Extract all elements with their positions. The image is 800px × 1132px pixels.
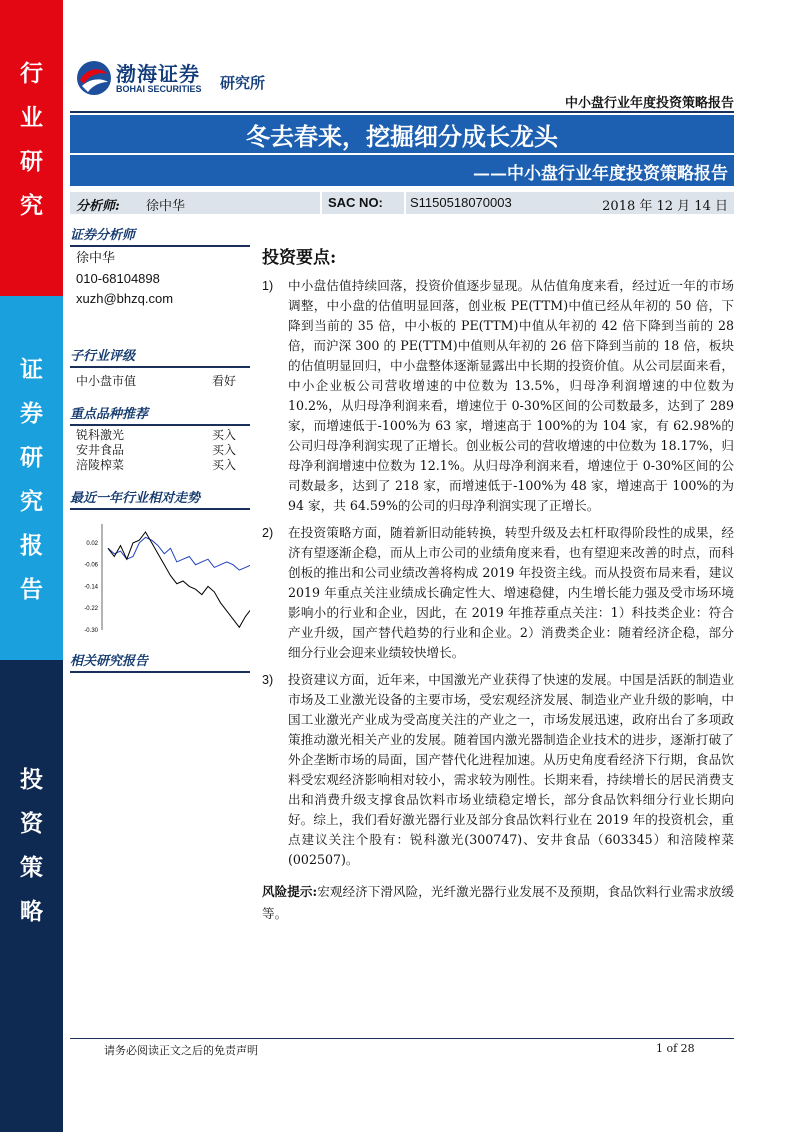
chart-section-heading: 最近一年行业相对走势 [70,487,250,510]
stock-name: 锐科激光 [76,428,125,442]
relative-trend-chart [70,500,250,635]
institute-label: 研究所 [220,74,266,92]
sidebar-char: 究 [20,488,43,515]
chart-y-tick-label: -0.22 [84,606,98,613]
analyst-contact-name: 徐中华 [76,251,116,266]
sidebar-industry-research [0,0,63,296]
title-band [70,115,734,153]
meta-separator [404,192,406,214]
logo-chinese: 渤海证券 [116,62,200,86]
main-content [262,243,734,877]
stocks-section-heading: 重点品种推荐 [70,403,250,426]
stock-rating: 买入 [211,428,236,442]
sidebar-char: 证 [20,356,43,383]
key-point [262,523,734,663]
sidebar-char: 研 [20,148,43,175]
sidebar-char: 行 [20,60,43,87]
point-number: 1) [262,279,274,293]
analyst-label: 分析师: [76,199,120,214]
sac-number: S1150518070003 [410,195,512,210]
sidebar-securities-report [0,296,63,660]
chart-y-tick-label: 0.02 [86,540,98,547]
sidebar-char: 投 [20,766,43,793]
point-number: 2) [262,526,274,540]
footer-divider [70,1038,734,1039]
sac-label: SAC NO: [328,195,383,210]
sidebar-char: 券 [20,400,43,427]
chart-y-tick-label: -0.30 [84,628,98,634]
subtitle-band [70,155,734,186]
analyst-phone: 010-68104898 [76,271,160,286]
point-text: 投资建议方面，近年来，中国激光产业获得了快速的发展。中国是活跃的制造业市场及工业激光设备的主要市场，受宏观经济发展、制造业产业升级的影响，中国工业激光产业成为受高度关注的产业之一，市场发展迅速，政府出台了多项政策推动激光相关产业的发展。随着国内激光器制造企业技术的进步，逐渐打破了外企垄断市场的局面，国产替代化进程加速。从历史角度看经济下行期，食品饮料受宏观经济影响相对较小，需求较为刚性。长期来看，持续增长的居民消费支出和消费升级支撑食品饮料市场业绩稳定增长，部分食品饮料细分行业长期向好。综上，我们看好激光器行业及部分食品饮料行业在 2019 年的投资机会，重点建议关注个股有：锐科激光(300747)、安井食品（603345）和涪陵榨菜(002507)。 [288,672,734,867]
page-number: 1 of 28 [656,1042,695,1055]
rating-row [70,374,250,389]
stock-row [70,443,250,458]
report-subtitle: ——中小盘行业年度投资策略报告 [473,164,728,184]
risk-text: 宏观经济下滑风险，光纤激光器行业发展不及预期，食品饮料行业需求放缓等。 [262,884,735,921]
stock-row [70,428,250,443]
report-type: 中小盘行业年度投资策略报告 [564,96,734,111]
rating-section-heading: 子行业评级 [70,345,250,368]
stock-row [70,458,250,473]
trend-chart-svg [70,500,250,635]
sidebar-investment-strategy [0,660,63,1132]
sidebar-char: 策 [20,854,43,881]
sidebar [0,0,63,1132]
meta-separator [320,192,322,214]
header-divider [70,111,734,113]
bohai-logo-icon [76,60,112,96]
sidebar-char: 资 [20,810,43,837]
point-text: 中小盘估值持续回落，投资价值逐步显现。从估值角度来看，经过近一年的市场调整，中小盘的估值明显回落，创业板 PE(TTM)中值已经从年初的 50 倍，下降到当前的 35 倍，中小板的 PE(TTM)中值从年初的 42 倍下降到当前的 28 倍，而沪深 300 的 PE(TTM)中值则从年初的 26 倍下降到当前的 18 倍，板块的估值明显回归，中小盘整体逐渐显露出中长期的投资价值。从公司层面来看，中小企业板公司营收增速的中位数为 13.5%，归母净利润增速的中位数为 10.2%，从归母净利润来看，增速位于 0-30%区间的公司数最多，达到了 289 家，而增速低于-100%为 63 家，增速高于 100%的为 104 家，有 62.98%的公司归母净利润实现了正增长。创业板公司的营收增速的中位数为 18.17%，归母净利润增速中位数为 12.1%。从归母净利润来看，增速位于 0-30%区间的公司数最多，达到了 218 家，而增速低于-100%为 48 家，增速高于 100%的为 94 家，共 64.59%的公司的归母净利润实现了正增长。 [288,278,734,513]
report-title: 冬去春来，挖掘细分成长龙头 [246,122,558,151]
stock-rating: 买入 [211,458,236,472]
chart-y-tick-label: -0.06 [84,562,98,569]
stock-name: 涪陵榨菜 [76,458,125,472]
key-points-heading: 投资要点: [262,248,337,268]
chart-series-line-1 [108,532,250,627]
left-column [70,224,250,510]
point-number: 3) [262,673,274,687]
analyst-email[interactable]: xuzh@bhzq.com [76,291,174,306]
sidebar-char: 业 [20,104,43,131]
disclaimer-note: 请务必阅读正文之后的免责声明 [104,1044,258,1057]
sidebar-char: 报 [20,532,43,559]
analyst-section-heading: 证券分析师 [70,224,250,247]
sidebar-char: 告 [20,576,43,603]
sidebar-char: 略 [20,898,43,925]
chart-y-tick-label: -0.14 [84,584,98,591]
risk-warning [262,881,734,925]
risk-label: 风险提示: [262,884,318,899]
report-date: 2018 年 12 月 14 日 [602,199,728,214]
stock-name: 安井食品 [76,443,125,457]
related-section-heading: 相关研究报告 [70,650,250,673]
stock-rating: 买入 [211,443,236,457]
point-text: 在投资策略方面，随着新旧动能转换，转型升级及去杠杆取得阶段性的成果，经济有望逐渐企稳，而从上市公司的业绩角度来看，也有望迎来改善的时点，而科创板的推出和公司业绩改善将构成 2019 年投资主线。而从投资布局来看，建议 2019 年重点关注业绩成长确定性大、增速稳健，内生增长能力强及受市场环境影响小的行业和企业，因此，在 2019 年推荐重点关注：1）科技类企业：符合产业升级，国产替代趋势的行业和企业。2）消费类企业：随着经济企稳，部分细分行业会迎来业绩较快增长。 [288,525,734,660]
analyst-name: 徐中华 [146,199,186,214]
logo-english: BOHAI SECURITIES [116,84,202,94]
sidebar-char: 究 [20,192,43,219]
key-point [262,276,734,516]
meta-row [70,192,734,214]
key-points-list [262,276,734,870]
sidebar-char: 研 [20,444,43,471]
rating-name: 中小盘市值 [76,374,137,388]
company-logo [76,58,296,100]
rating-value: 看好 [211,374,236,388]
key-point [262,670,734,870]
